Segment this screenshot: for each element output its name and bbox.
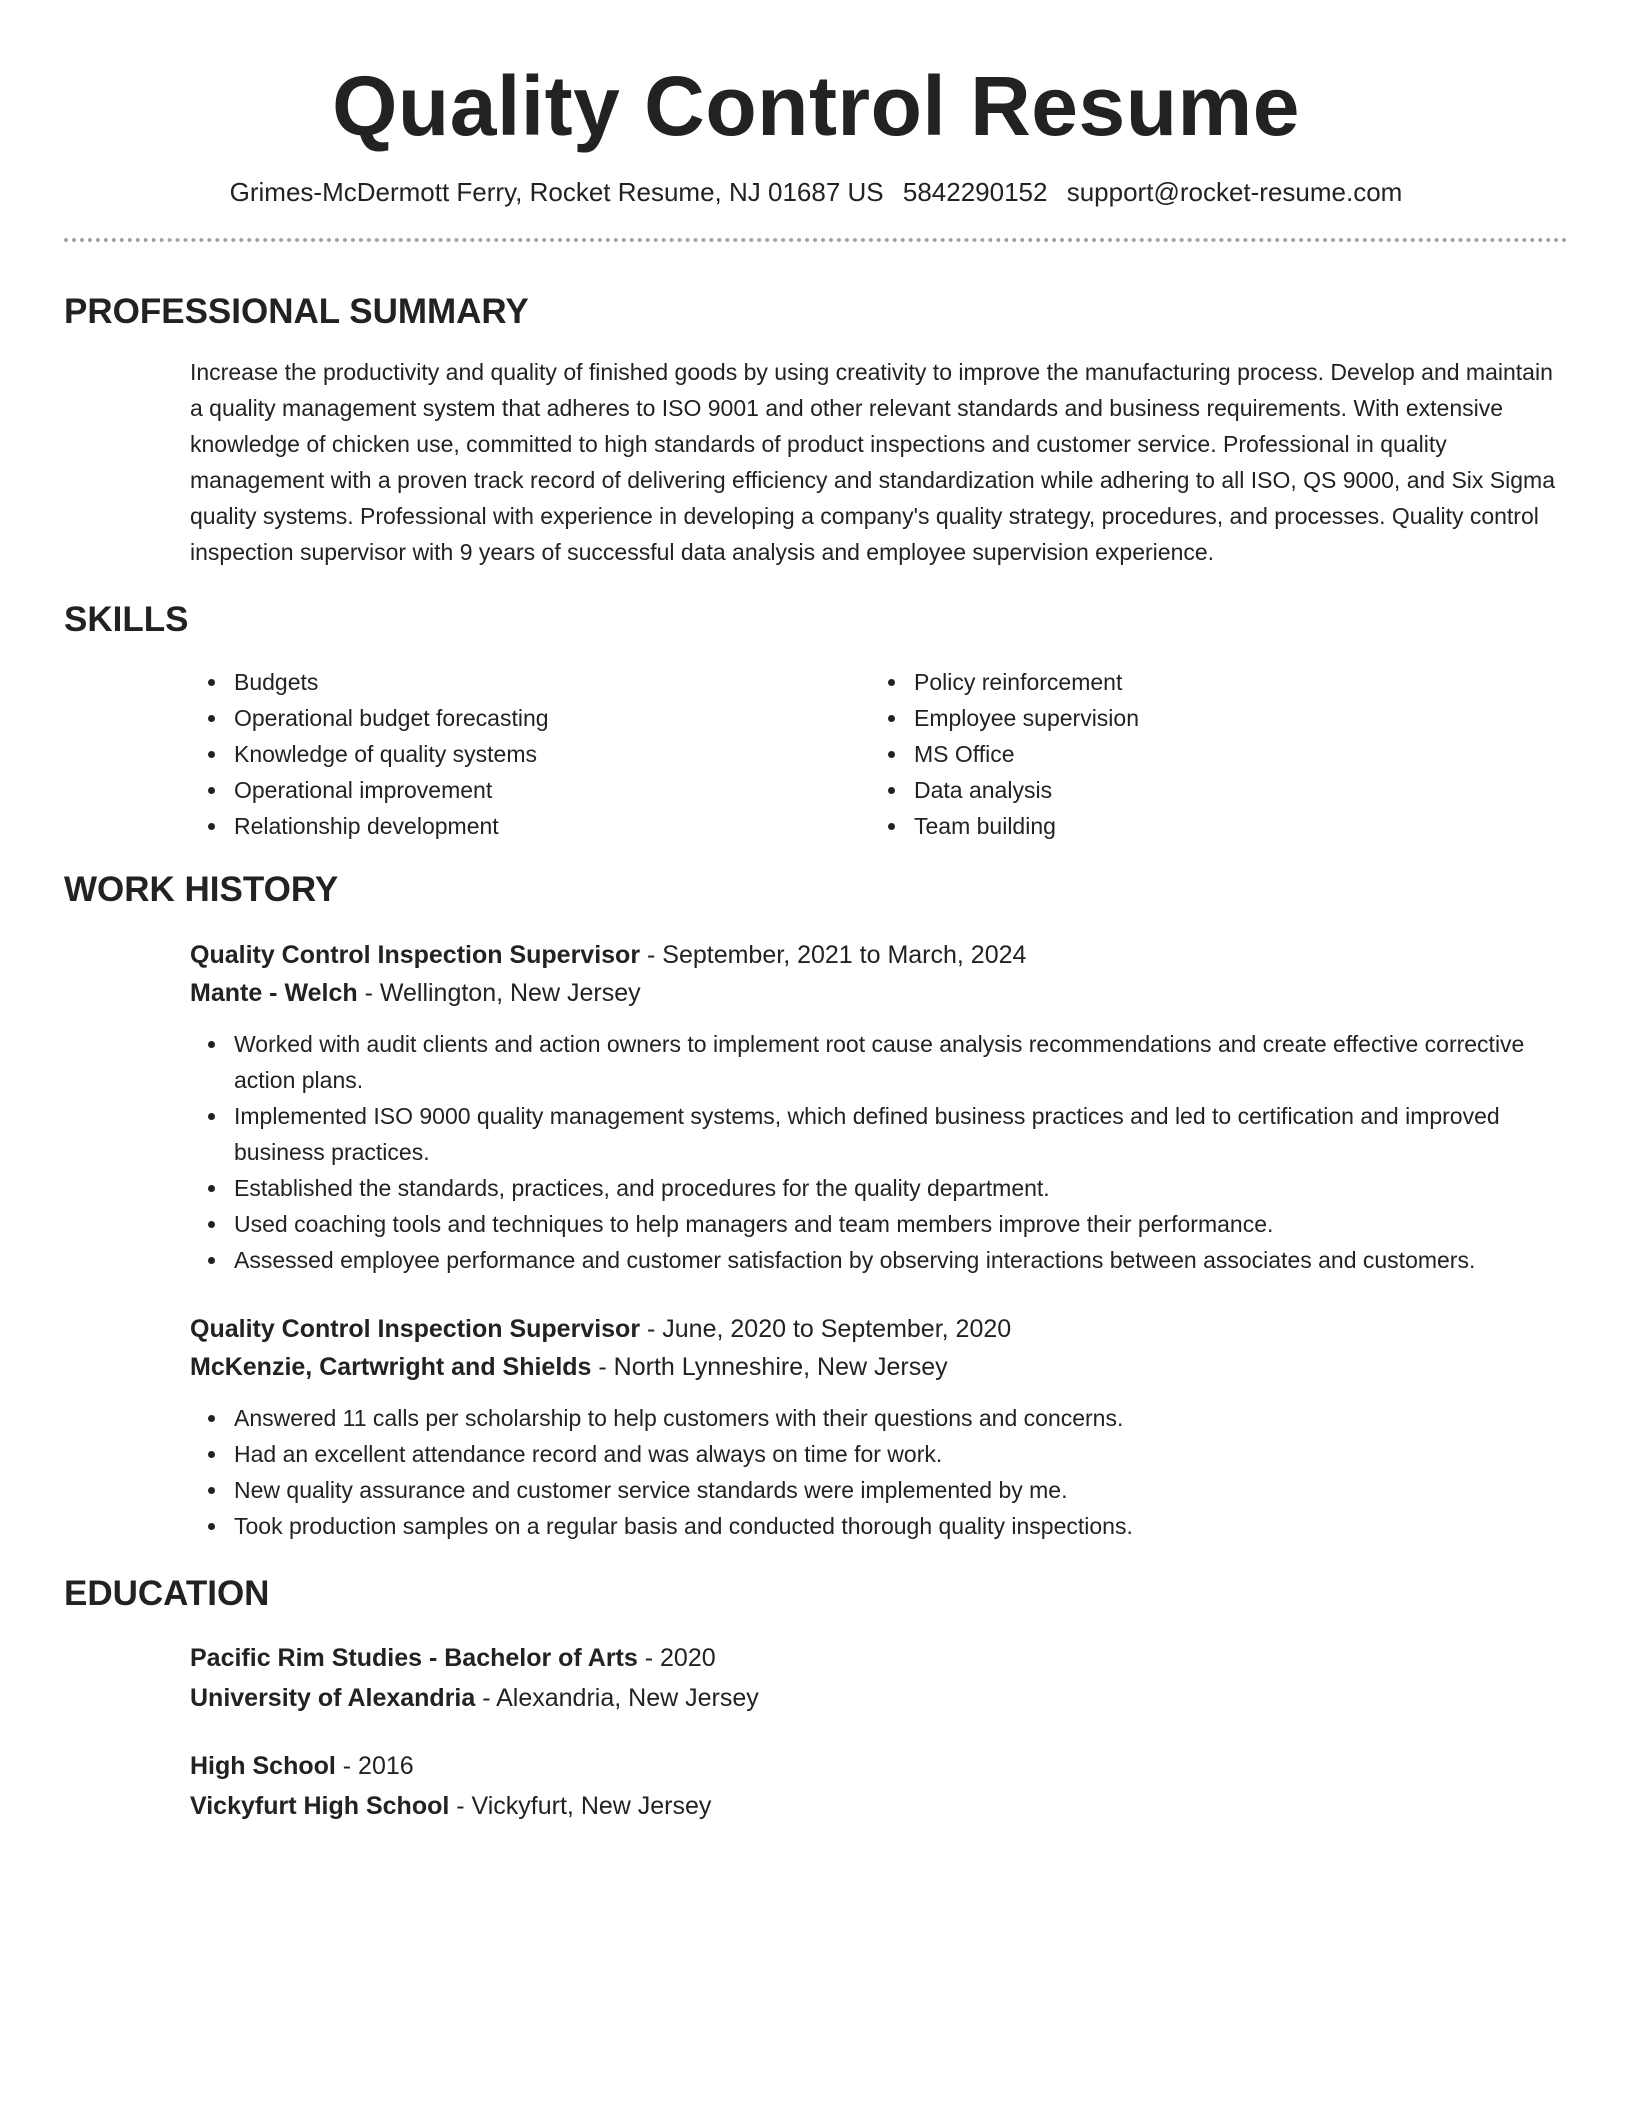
- education-location: - Vickyfurt, New Jersey: [449, 1792, 712, 1820]
- job-dates: - June, 2020 to September, 2020: [640, 1315, 1012, 1343]
- job-entry: [190, 1310, 1560, 1544]
- skills-section: [64, 600, 1568, 844]
- skill-item: Budgets: [190, 664, 870, 700]
- contact-address: Grimes-McDermott Ferry, Rocket Resume, NJ 01687 US: [229, 177, 884, 207]
- summary-section: [64, 292, 1568, 570]
- resume-page: [64, 0, 1568, 1826]
- job-title-line: [190, 936, 1560, 974]
- job-duty: Established the standards, practices, and procedures for the quality department.: [190, 1170, 1560, 1206]
- job-duty: Implemented ISO 9000 quality management systems, which defined business practices and led to certification and improved business practices.: [190, 1098, 1560, 1170]
- education-school-line: [190, 1678, 1560, 1718]
- education-entry: [190, 1746, 1560, 1826]
- job-duty: Worked with audit clients and action owners to implement root cause analysis recommendations and create effective corrective action plans.: [190, 1026, 1560, 1098]
- job-dates: - September, 2021 to March, 2024: [640, 941, 1027, 969]
- skills-column-left: [190, 664, 870, 844]
- header-divider: [64, 238, 1568, 242]
- skill-item: Employee supervision: [870, 700, 1550, 736]
- job-company-line: [190, 974, 1560, 1012]
- education-school: Vickyfurt High School: [190, 1792, 450, 1820]
- job-role: Quality Control Inspection Supervisor: [190, 1315, 641, 1343]
- education-school: University of Alexandria: [190, 1684, 476, 1712]
- skill-item: MS Office: [870, 736, 1550, 772]
- education-location: - Alexandria, New Jersey: [475, 1684, 759, 1712]
- contact-email: support@rocket-resume.com: [1066, 177, 1403, 207]
- work-history-section: [64, 870, 1568, 1544]
- job-duties-list: [190, 1400, 1560, 1544]
- job-duty: Assessed employee performance and customer satisfaction by observing interactions between associates and customers.: [190, 1242, 1560, 1278]
- job-duty: New quality assurance and customer service standards were implemented by me.: [190, 1472, 1560, 1508]
- education-section: [64, 1574, 1568, 1826]
- job-company: Mante - Welch: [190, 979, 358, 1007]
- job-entry: [190, 936, 1560, 1278]
- skill-item: Data analysis: [870, 772, 1550, 808]
- skill-item: Operational budget forecasting: [190, 700, 870, 736]
- skills-grid: [190, 664, 1560, 844]
- skill-item: Relationship development: [190, 808, 870, 844]
- contact-phone: 5842290152: [902, 177, 1048, 207]
- education-entry: [190, 1638, 1560, 1718]
- job-role: Quality Control Inspection Supervisor: [190, 941, 641, 969]
- summary-text: Increase the productivity and quality of finished goods by using creativity to improve the manufacturing process. Develop and maintain a quality management system that adheres to ISO 9001 and other relevant standards and business requirements. With extensive knowledge of chicken use, committed to high standards of product inspections and customer service. Professional in quality management with a proven track record of delivering efficiency and standardization while adhering to all ISO, QS 9000, and Six Sigma quality systems. Professional with experience in developing a company's quality strategy, procedures, and processes. Quality control inspection supervisor with 9 years of successful data analysis and employee supervision experience.: [190, 359, 1555, 565]
- job-location: - North Lynneshire, New Jersey: [591, 1353, 948, 1381]
- skill-item: Operational improvement: [190, 772, 870, 808]
- resume-title: Quality Control Resume: [332, 59, 1300, 153]
- job-duties-list: [190, 1026, 1560, 1278]
- education-school-line: [190, 1786, 1560, 1826]
- education-year: - 2020: [637, 1644, 716, 1672]
- education-degree-line: [190, 1746, 1560, 1786]
- education-degree: High School: [190, 1752, 336, 1780]
- job-duty: Took production samples on a regular basis and conducted thorough quality inspections.: [190, 1508, 1560, 1544]
- job-title-line: [190, 1310, 1560, 1348]
- summary-heading: PROFESSIONAL SUMMARY: [64, 292, 529, 331]
- job-duty: Used coaching tools and techniques to help managers and team members improve their performance.: [190, 1206, 1560, 1242]
- education-degree: Pacific Rim Studies - Bachelor of Arts: [190, 1644, 638, 1672]
- job-duty: Answered 11 calls per scholarship to help customers with their questions and concerns.: [190, 1400, 1560, 1436]
- skill-item: Policy reinforcement: [870, 664, 1550, 700]
- job-company-line: [190, 1348, 1560, 1386]
- contact-line: [64, 176, 1568, 208]
- work-history-heading: WORK HISTORY: [64, 870, 339, 909]
- education-year: - 2016: [335, 1752, 414, 1780]
- skill-item: Team building: [870, 808, 1550, 844]
- skills-column-right: [870, 664, 1550, 844]
- education-degree-line: [190, 1638, 1560, 1678]
- skills-heading: SKILLS: [64, 600, 189, 639]
- skill-item: Knowledge of quality systems: [190, 736, 870, 772]
- job-duty: Had an excellent attendance record and was always on time for work.: [190, 1436, 1560, 1472]
- job-location: - Wellington, New Jersey: [357, 979, 641, 1007]
- job-company: McKenzie, Cartwright and Shields: [190, 1353, 592, 1381]
- education-heading: EDUCATION: [64, 1574, 270, 1613]
